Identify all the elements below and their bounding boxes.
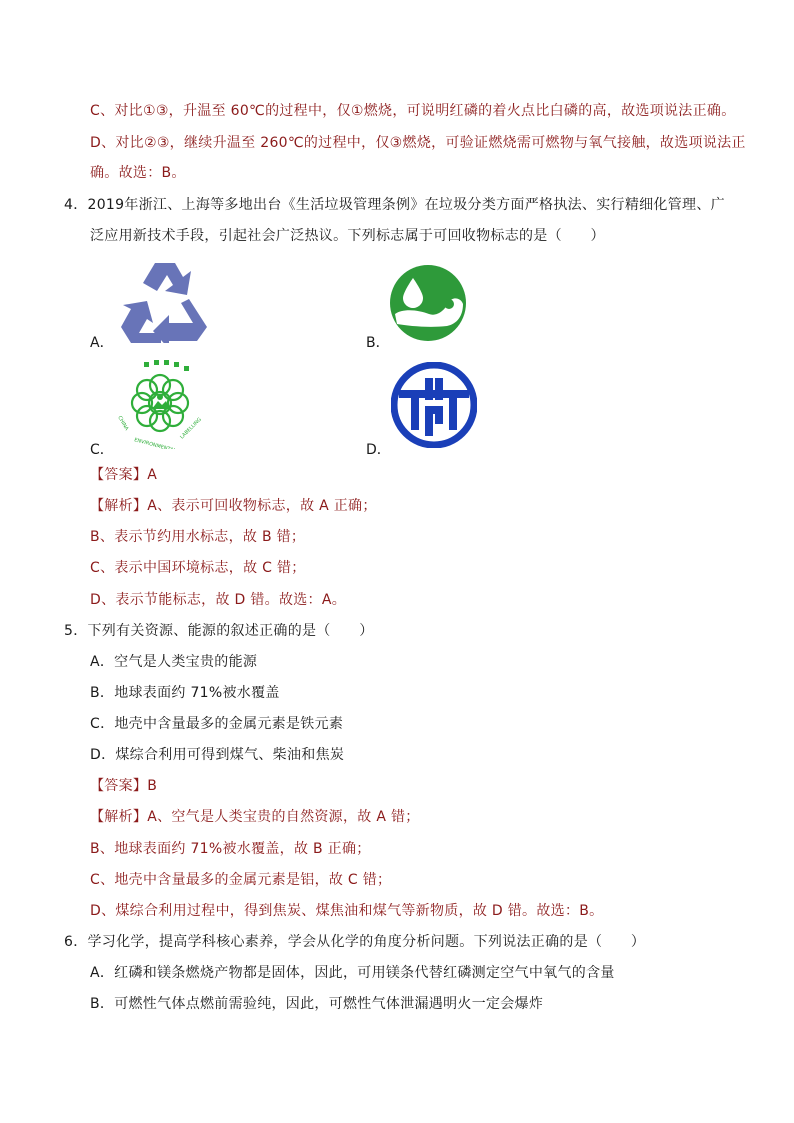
q5-analysis-b: B、地球表面约 71%被水覆盖，故 B 正确； — [90, 841, 371, 857]
water-saving-icon — [389, 264, 467, 342]
q5-option-b: B．地球表面约 71%被水覆盖 — [90, 685, 280, 701]
q4-option-d-label: D． — [366, 442, 391, 458]
q4-option-b-label: B． — [366, 335, 390, 351]
q5-option-a: A．空气是人类宝贵的能源 — [90, 654, 258, 670]
q5-analysis-c: C、地壳中含量最多的金属元素是铝，故 C 错； — [90, 872, 392, 888]
q4-option-a-label: A． — [90, 335, 114, 351]
q6-stem: 6．学习化学，提高学科核心素养，学会从化学的角度分析问题。下列说法正确的是（ ） — [64, 934, 646, 950]
q4-option-c-label: C． — [90, 442, 114, 458]
svg-text:ENVIRONMENTAL: ENVIRONMENTAL — [133, 437, 177, 449]
analysis-c-line: C、对比①③，升温至 60℃的过程中，仅①燃烧，可说明红磷的着火点比白磷的高，故选项说法正确。 — [90, 103, 736, 119]
q6-option-b: B．可燃性气体点燃前需验纯，因此，可燃性气体泄漏遇明火一定会爆炸 — [90, 996, 544, 1012]
q5-analysis-a: 【解析】A、空气是人类宝贵的自然资源，故 A 错； — [90, 809, 420, 825]
analysis-d-line-2: 确。故选：B。 — [90, 165, 186, 181]
q4-analysis-d: D、表示节能标志，故 D 错。故选：A。 — [90, 592, 347, 608]
q5-answer: 【答案】B — [90, 778, 158, 794]
svg-text:LABELLING: LABELLING — [179, 416, 203, 441]
q4-stem-line-2: 泛应用新技术手段，引起社会广泛热议。下列标志属于可回收物标志的是（ ） — [90, 228, 605, 244]
q6-option-a: A．红磷和镁条燃烧产物都是固体，因此，可用镁条代替红磷测定空气中氧气的含量 — [90, 965, 615, 981]
q4-analysis-c: C、表示中国环境标志，故 C 错； — [90, 560, 306, 576]
q5-analysis-d: D、煤综合利用过程中，得到焦炭、煤焦油和煤气等新物质，故 D 错。故选：B。 — [90, 903, 604, 919]
china-environmental-label-icon — [112, 357, 208, 449]
q4-analysis-b: B、表示节约用水标志，故 B 错； — [90, 529, 306, 545]
q5-option-d: D．煤综合利用可得到煤气、柴油和焦炭 — [90, 747, 345, 763]
recycling-icon — [117, 257, 213, 343]
q4-answer: 【答案】A — [90, 467, 158, 483]
q4-stem-line-1: 4．2019年浙江、上海等多地出台《生活垃圾管理条例》在垃圾分类方面严格执法、实行精细化管理、广 — [64, 197, 725, 213]
svg-text:CHINA: CHINA — [116, 415, 130, 432]
q5-stem: 5．下列有关资源、能源的叙述正确的是（ ） — [64, 623, 374, 639]
analysis-d-line-1: D、对比②③，继续升温至 260℃的过程中，仅③燃烧，可验证燃烧需可燃物与氧气接触，故选项说法正 — [90, 135, 746, 151]
q4-analysis-a: 【解析】A、表示可回收物标志，故 A 正确； — [90, 498, 377, 514]
energy-saving-icon — [391, 362, 477, 448]
q5-option-c: C．地壳中含量最多的金属元素是铁元素 — [90, 716, 344, 732]
